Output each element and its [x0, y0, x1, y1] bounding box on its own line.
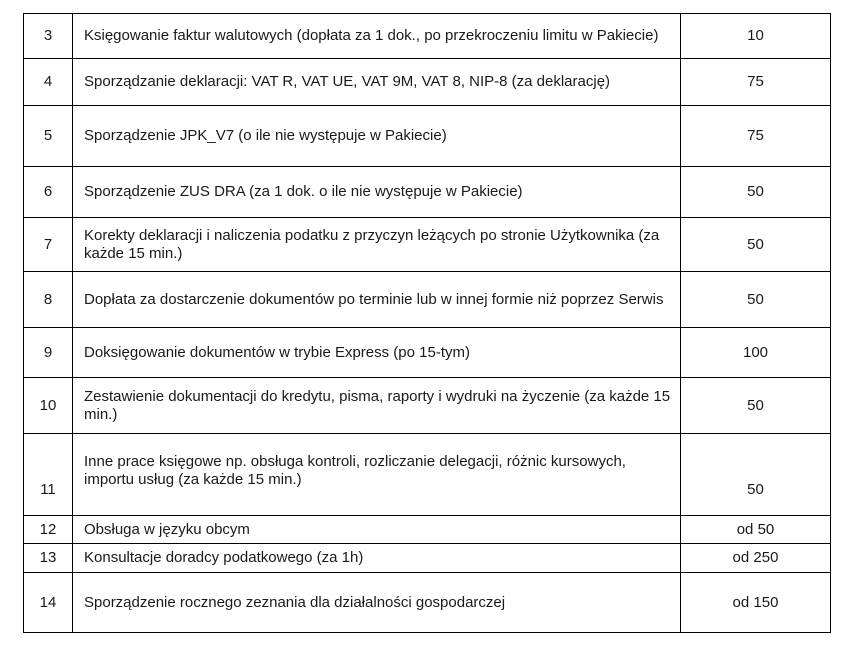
row-number: 4	[24, 59, 73, 106]
service-price: 100	[681, 328, 831, 378]
service-price: 75	[681, 106, 831, 167]
service-price: 50	[681, 218, 831, 272]
service-description	[73, 434, 681, 516]
table-row	[24, 59, 831, 106]
service-price	[681, 434, 831, 516]
row-number: 7	[24, 218, 73, 272]
table-row	[24, 378, 831, 434]
service-description: Doksięgowanie dokumentów w trybie Express (po 15-tym)	[73, 328, 681, 378]
row-number: 10	[24, 378, 73, 434]
row-number: 6	[24, 167, 73, 218]
table-row	[24, 167, 831, 218]
service-description: Korekty deklaracji i naliczenia podatku z przyczyn leżących po stronie Użytkownika (za każde 15 min.)	[73, 218, 681, 272]
table-row	[24, 14, 831, 59]
service-price: 10	[681, 14, 831, 59]
service-price-text: 50	[747, 480, 764, 498]
service-description: Dopłata za dostarczenie dokumentów po terminie lub w innej formie niż poprzez Serwis	[73, 272, 681, 328]
row-number	[24, 434, 73, 516]
row-number-text: 11	[40, 480, 56, 498]
service-price: od 50	[681, 516, 831, 544]
service-price: od 250	[681, 544, 831, 573]
service-price: 50	[681, 167, 831, 218]
table-row	[24, 516, 831, 544]
fee-table	[23, 13, 831, 633]
table-row	[24, 434, 831, 516]
table-row	[24, 544, 831, 573]
row-number: 13	[24, 544, 73, 573]
table-row	[24, 573, 831, 633]
row-number: 3	[24, 14, 73, 59]
row-number: 5	[24, 106, 73, 167]
row-number: 9	[24, 328, 73, 378]
table-row	[24, 328, 831, 378]
row-number: 12	[24, 516, 73, 544]
table-row	[24, 106, 831, 167]
service-description: Sporządzenie ZUS DRA (za 1 dok. o ile nie występuje w Pakiecie)	[73, 167, 681, 218]
service-price: od 150	[681, 573, 831, 633]
service-description: Konsultacje doradcy podatkowego (za 1h)	[73, 544, 681, 573]
table-row	[24, 272, 831, 328]
service-price: 75	[681, 59, 831, 106]
service-description: Księgowanie faktur walutowych (dopłata za 1 dok., po przekroczeniu limitu w Pakiecie)	[73, 14, 681, 59]
table-row	[24, 218, 831, 272]
row-number: 8	[24, 272, 73, 328]
service-description: Sporządzanie deklaracji: VAT R, VAT UE, VAT 9M, VAT 8, NIP-8 (za deklarację)	[73, 59, 681, 106]
service-price: 50	[681, 272, 831, 328]
service-description: Zestawienie dokumentacji do kredytu, pisma, raporty i wydruki na życzenie (za każde 15 min.)	[73, 378, 681, 434]
service-description-text: Inne prace księgowe np. obsługa kontroli, rozliczanie delegacji, różnic kursowych, importu usług (za każde 15 min.)	[84, 453, 626, 488]
service-price: 50	[681, 378, 831, 434]
service-description: Sporządzenie JPK_V7 (o ile nie występuje w Pakiecie)	[73, 106, 681, 167]
service-description: Sporządzenie rocznego zeznania dla działalności gospodarczej	[73, 573, 681, 633]
service-description: Obsługa w języku obcym	[73, 516, 681, 544]
row-number: 14	[24, 573, 73, 633]
